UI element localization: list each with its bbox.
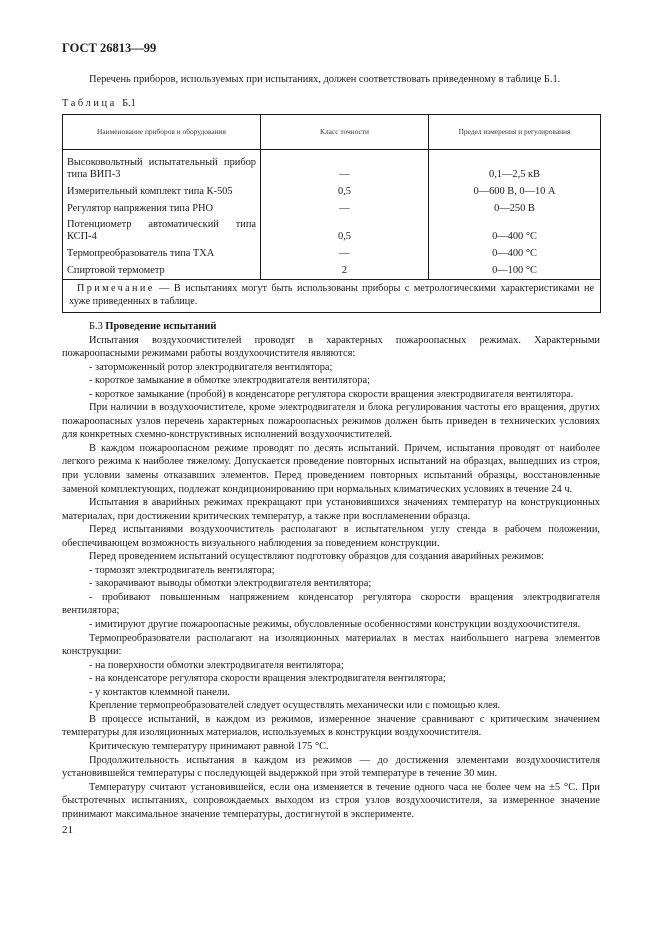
table-row — [63, 198, 601, 215]
accuracy-cell: 0,5 — [261, 215, 429, 243]
instrument-name-cell: Измерительный комплект типа К-505 — [63, 181, 261, 198]
list-item: - короткое замыкание (пробой) в конденсаторе регулятора скорости вращения электродвигателя вентилятора. — [89, 388, 574, 400]
table-note-row — [63, 280, 601, 313]
paragraph: Испытания в аварийных режимах прекращают при установившихся значениях температур на конструкционных материалах, при достижении критических температур, а также при воспламенении образца. — [62, 497, 600, 522]
instrument-name-cell: Потенциометр автоматический типа КСП-4 — [63, 215, 261, 243]
range-cell: 0—400 °С — [429, 243, 601, 260]
header-accuracy-class: Класс точности — [261, 115, 429, 150]
list-item: - закорачивают выводы обмотки электродвигателя вентилятора; — [89, 578, 372, 590]
document-header: ГОСТ 26813—99 — [62, 41, 157, 55]
paragraph: Продолжительность испытания в каждом из режимов — до достижения элементами воздухоочистителя установившейся температуры с последующей выдержкой при этой температуре в течение 30 мин. — [62, 754, 600, 780]
list-item: - у контактов клеммной панели. — [89, 686, 231, 698]
table-row — [63, 260, 601, 280]
paragraph: При наличии в воздухоочистителе, кроме электродвигателя и блока регулирования частоты его вращения, других пожароопасных узлов перечень характерных пожароопасных режимов должен быть приведен в технических условиях для конкретных схемно-конструктивных исполнений воздухоочистителей. — [62, 402, 600, 441]
table-row — [63, 150, 601, 182]
section-body — [62, 320, 600, 821]
paragraph: Критическую температуру принимают равной 175 °С. — [89, 740, 329, 752]
paragraph: В каждом пожароопасном режиме проводят по десять испытаний. Причем, испытания проводят от наиболее легкого режима к наиболее тяжелому. Допускается проведение повторных испытаний на образцах, вышедших из строя, при условии замены отказавших элементов. Перед проведением повторных испытаний образцы, восстановленные заменой комплектующих, подлежат кондиционированию при нормальных климатических условиях в течение 24 ч. — [62, 442, 600, 495]
range-cell: 0,1—2,5 кВ — [429, 150, 601, 182]
range-cell: 0—100 °С — [429, 260, 601, 280]
range-cell: 0—250 В — [429, 198, 601, 215]
instrument-name-cell: Спиртовой термометр — [63, 260, 261, 280]
section-number: Б.3 — [89, 321, 103, 332]
paragraph: Температуру считают установившейся, если она изменяется в течение одного часа не более чем на ±5 °С. При быстротечных испытаниях, сопровождаемых выходом из строя узлов воздухоочистителя, за измеренное значение принимают максимальное значение температуры, достигнутой в эксперименте. — [62, 781, 600, 820]
range-cell: 0—400 °С — [429, 215, 601, 243]
header-measure-range: Предел измерения и регулирования — [429, 115, 601, 150]
paragraph: Испытания воздухоочистителей проводят в характерных пожароопасных режимах. Характерными пожароопасными режимами работы воздухоочистителя являются: — [62, 334, 600, 360]
list-item: - заторможенный ротор электродвигателя вентилятора; — [89, 361, 333, 373]
list-item: - короткое замыкание в обмотке электродвигателя вентилятора; — [89, 375, 370, 387]
list-item: - на поверхности обмотки электродвигателя вентилятора; — [89, 659, 344, 671]
list-item: - на конденсаторе регулятора скорости вращения электродвигателя вентилятора; — [89, 673, 446, 685]
table-header-row — [63, 115, 601, 150]
header-instrument-name: Наименование приборов и оборудования — [63, 115, 261, 150]
table-row — [63, 243, 601, 260]
accuracy-cell: — — [261, 198, 429, 215]
accuracy-cell: — — [261, 243, 429, 260]
list-item: - имитируют другие пожароопасные режимы, обусловленные особенностями конструкции воздухоочистителя. — [89, 619, 581, 631]
accuracy-cell: 0,5 — [261, 181, 429, 198]
accuracy-cell: — — [261, 150, 429, 182]
instrument-name-cell: Термопреобразователь типа ТХА — [63, 243, 261, 260]
paragraph: Термопреобразователи располагают на изоляционных материалах в местах наибольшего нагрева элементов конструкции: — [62, 632, 600, 658]
table-caption-word: Таблица — [62, 98, 117, 109]
instruments-table — [62, 114, 601, 313]
table-row — [63, 181, 601, 198]
list-item: - пробивают повышенным напряжением конденсатор регулятора скорости вращения электродвигателя вентилятора; — [62, 591, 600, 617]
note-text: — В испытаниях могут быть использованы приборы с метрологическими характеристиками не хуже приведенных в таблице. — [69, 283, 594, 307]
range-cell: 0—600 В, 0—10 А — [429, 181, 601, 198]
paragraph: Перед проведением испытаний осуществляют подготовку образцов для создания аварийных режимов: — [89, 551, 545, 563]
intro-paragraph: Перечень приборов, используемых при испытаниях, должен соответствовать приведенному в таблице Б.1. — [89, 74, 561, 85]
paragraph: В процессе испытаний, в каждом из режимов, измеренное значение сравнивают с критическим значением температуры для изоляционных материалов, используемых в конструкции воздухоочистителя. — [62, 713, 600, 739]
note-label: Примечание — [77, 283, 155, 294]
instrument-name-cell: Высоковольтный испытательный прибор типа ВИП-3 — [63, 150, 261, 182]
table-caption-number: Б.1 — [122, 98, 136, 109]
accuracy-cell: 2 — [261, 260, 429, 280]
paragraph: Крепление термопреобразователей следует осуществлять механически или с помощью клея. — [89, 700, 501, 712]
section-heading — [62, 320, 600, 334]
page-number: 21 — [62, 824, 73, 836]
list-item: - тормозят электродвигатель вентилятора; — [89, 564, 275, 576]
section-title: Проведение испытаний — [105, 321, 217, 332]
table-note — [63, 280, 601, 313]
table-row — [63, 215, 601, 243]
paragraph: Перед испытаниями воздухоочиститель располагают в испытательном углу стенда в рабочем положении, обеспечивающем возможность визуального наблюдения за поведением конструкции. — [62, 524, 600, 549]
table-caption — [62, 98, 136, 109]
instrument-name-cell: Регулятор напряжения типа РНО — [63, 198, 261, 215]
